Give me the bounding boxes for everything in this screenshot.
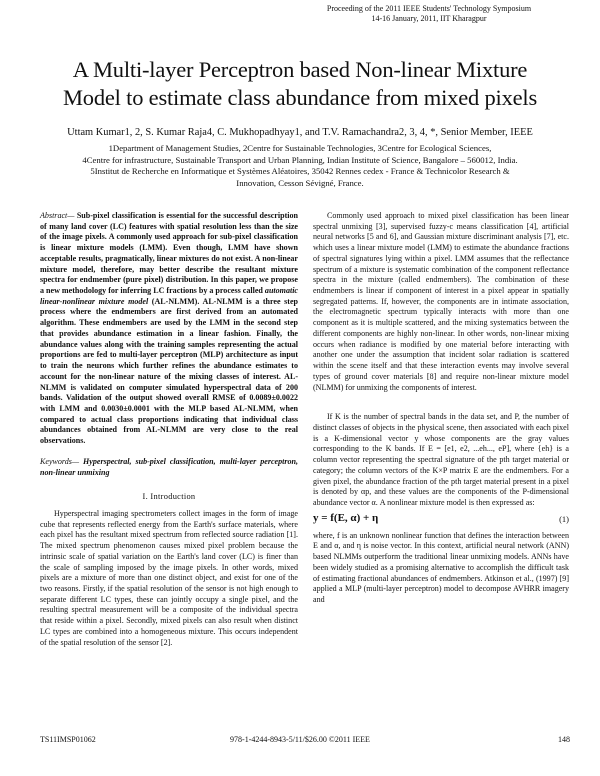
body-paragraph-3: where, f is an unknown nonlinear function that defines the interaction between E and α, and η is noise vector. In this context, artificial neural network (ANN) based NLMMs outperform the traditional linear unmixing models. ANNs have been widely studied as a promising alternative to accomplish the difficult task of estimating fractional abundances of endmembers. Atkinson et al., (1997) [9] applied a MLP (multi-layer perceptron) model to decompose AVHRR imagery and (313, 530, 569, 604)
affiliation-line: 4Centre for infrastructure, Sustainable Transport and Urban Planning, Indian Institute of Science, Bangalore – 560012, India. (82, 154, 518, 165)
equation-1 (313, 513, 569, 528)
introduction-paragraph: Hyperspectral imaging spectrometers collect images in the form of image cube that represents reflected energy from the Earth's surface materials, where each pixel has the resultant mixed spectrum from reflected source radiation [1]. The mixed spectrum phenomenon causes mixed pixel problem because the intrinsic scale of spatial variation on the Earth's land cover (LC) is finer than the scale of sampling imposed by the image pixels. In other words, mixed pixels are a mixture of more than one distinct object, and exist for one of the two reasons. Firstly, if the spatial resolution of the sensor is not high enough to separate different LC types, these can jointly occupy a single pixel, and the resulting spectral measurement will be a composite of the individual spectra that reside within a pixel. Secondly, mixed pixels can also result when distinct LC types are combined into a homogeneous mixture. This occurs independent of the spatial resolution of the sensor [2]. (40, 508, 298, 647)
abstract-method-name: automatic linear-nonlinear mixture model (40, 286, 299, 306)
abstract-text-1: Sub-pixel classification is essential for the successful description of many land cover (LC) features with spatial resolution less than the size of the image pixels. A commonly used approach for sub-pixel classification is linear mixture models (LMM). Even though, LMM have shown acceptable results, pragmatically, linear mixtures do not exist. A non-linear mixture model, therefore, may better describe the resultant mixture spectra for endmember (pure pixel) distribution. In this paper, we propose a new methodology for inferring LC fractions by a process called (40, 211, 298, 296)
equation-expression: y = f(E, α) + η (313, 511, 379, 524)
affiliation-line: Innovation, Cesson Sévigné, France. (236, 177, 364, 188)
abstract (40, 211, 298, 447)
abstract-text-2: (AL-NLMM). AL-NLMM is a three step process where the endmembers are first derived from an automated algorithm. These endmembers are used by the LMM in the second step that provides abundance estimation in a linear fashion. Finally, the abundance values along with the training samples representing the actual proportions are fed to multi-layer perceptron (MLP) architecture as input to train the neurons which further refines the abundance estimates to account for the non-linear nature of the mixing classes of interest. AL-NLMM is validated on computer simulated hyperspectral data of 200 bands. Validation of the output showed overall RMSE of 0.0089±0.0022 with LMM and 0.0030±0.0001 with the MLP based AL-NLMM, when compared to actual class proportions indicating that individual class abundances obtained from AL-NLMM are very close to the real observations. (40, 296, 298, 446)
right-column (313, 211, 569, 606)
section-heading-introduction: I. Introduction (142, 492, 196, 502)
affiliations (40, 143, 560, 189)
keywords-text: Hyperspectral, sub-pixel classification, multi-layer perceptron, non-linear unmixing (40, 456, 298, 477)
proceedings-header (314, 4, 544, 24)
affiliation-line: 5Institut de Recherche en Informatique et Systèmes Aléatoires, 35042 Rennes cedex - France & Technicolor Research & (90, 166, 510, 176)
title-line-1: A Multi-layer Perceptron based Non-linear Mixture (72, 57, 528, 82)
equation-number: (1) (559, 513, 569, 524)
footer-paper-id: TS11IMSP01062 (40, 735, 96, 744)
body-paragraph-1: Commonly used approach to mixed pixel classification has been linear spectral unmixing [3], supervised fuzzy-c means classification [4], artificial neural networks [5 and 6], and Gaussian mixture discriminant analysis [7], etc. which uses a linear mixture model (LMM) to estimate the abundance fractions of spectral signatures lying within a pixel. LMM assumes that the reflectance spectrum of a mixture is systematic combination of the component reflectance spectra in the mixture (called endmembers). The combination of these endmembers is linear if component of interest in a pixel appear in spatially segregated patterns. If, however, the components are in intimate association, the electromagnetic spectrum typically interacts with more than one component as it is multiple scattered, and the mixing systematics between the different components are highly non-linear. In other words, non-linear mixing occurs when radiance is modified by one material before interacting with another one under the assumption that incident solar radiation is scattered within the scene itself and that these interaction events may involve several types of ground cover materials [8] and require non-linear mixture model (NLMM) for unmixing the components of interest. (313, 211, 569, 392)
title-line-2: Model to estimate class abundance from mixed pixels (62, 85, 538, 110)
footer-page-number: 148 (558, 735, 570, 744)
proceedings-line-2: 14-16 January, 2011, IIT Kharagpur (371, 14, 487, 23)
proceedings-line-1: Proceeding of the 2011 IEEE Students' Technology Symposium (326, 4, 532, 13)
paper-title (30, 56, 570, 112)
keywords-label: Keywords— (40, 456, 80, 466)
footer-isbn: 978-1-4244-8943-5/11/$26.00 ©2011 IEEE (230, 735, 370, 744)
body-paragraph-2: If K is the number of spectral bands in the data set, and P, the number of distinct classes of objects in the physical scene, then associated with each pixel is a K-dimensional vector y whose components are the gray values corresponding to the K bands. If E = [e1, e2, ...eh..., eP], where {eh} is a column vector representing the spectral signature of the pth target material or category; the column vectors of the K×P matrix E are the endmembers. For a given pixel, the abundance fraction of the pth target material present in a pixel is denoted by αp, and these values are the components of the P-dimensional abundance vector α. A nonlinear mixture model is then expressed as: (313, 412, 569, 507)
author-list: Uttam Kumar1, 2, S. Kumar Raja4, C. Mukhopadhyay1, and T.V. Ramachandra2, 3, 4, *, Senior Member, IEEE (67, 127, 533, 138)
left-column (40, 211, 298, 648)
abstract-label: Abstract— (40, 211, 75, 220)
keywords (40, 457, 298, 478)
affiliation-line: 1Department of Management Studies, 2Centre for Sustainable Technologies, 3Centre for Ecological Sciences, (108, 143, 492, 153)
